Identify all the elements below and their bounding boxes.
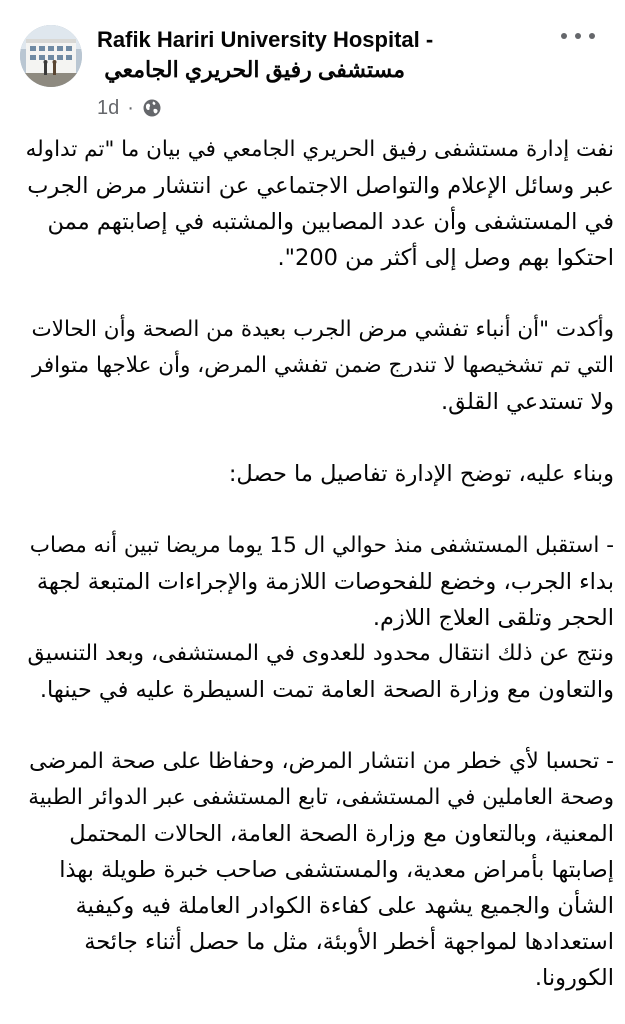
post-line: عبر وسائل الإعلام والتواصل الاجتماعي عن انتشار مرض الجرب	[27, 173, 614, 199]
post-line: - استقبل المستشفى منذ حوالي ال 15 يوما مريضا تبين أنه مصاب	[29, 533, 614, 558]
page-name[interactable]	[97, 25, 517, 85]
paragraph-gap	[20, 420, 614, 456]
post-timestamp[interactable]: 1d	[97, 96, 120, 119]
page-name-english[interactable]: Rafik Hariri University Hospital -	[97, 27, 434, 52]
post-line: والتعاون مع وزارة الصحة العامة تمت السيطرة عليه في حينها.	[39, 677, 614, 703]
post-line: وأكدت "أن أنباء تفشي مرض الجرب بعيدة من الصحة وأن الحالات	[31, 317, 614, 342]
post-header	[0, 0, 625, 125]
post-line: بداء الجرب، وخضع للفحوصات اللازمة والإجراءات المتبعة لجهة	[36, 569, 614, 595]
post-line: في المستشفى وأن عدد المصابين والمشتبه في إصابتهم ممن	[47, 209, 614, 235]
more-horizontal-icon-dot	[589, 33, 595, 39]
more-options-button[interactable]	[561, 26, 595, 46]
post-line: احتكوا بهم وصل إلى أكثر من 200".	[277, 245, 614, 271]
page-name-arabic[interactable]: مستشفى رفيق الحريري الجامعي	[104, 57, 405, 82]
post-line: المعنية، وبالتعاون مع وزارة الصحة العامة، الحالات المحتمل	[69, 821, 614, 847]
globe-icon[interactable]	[142, 98, 162, 118]
meta-separator: ·	[127, 96, 134, 119]
paragraph-gap	[20, 708, 614, 744]
paragraph-gap	[20, 492, 614, 528]
post-line: وبناء عليه، توضح الإدارة تفاصيل ما حصل:	[228, 461, 614, 487]
post-line: نفت إدارة مستشفى رفيق الحريري الجامعي في بيان ما "تم تداوله	[25, 137, 614, 162]
post-line: استعدادها لمواجهة أخطر الأوبئة، مثل ما حصل أثناء جائحة	[84, 929, 614, 955]
page-avatar[interactable]	[20, 25, 82, 87]
post-line: - تحسبا لأي خطر من انتشار المرض، وحفاظا على صحة المرضى	[29, 749, 614, 774]
paragraph-gap	[20, 276, 614, 312]
more-horizontal-icon-dot	[575, 33, 581, 39]
post-line: إصابتها بأمراض معدية، والمستشفى صاحب خبرة طويلة بهذا	[59, 857, 614, 883]
post-line: الشأن والجميع يشهد على كفاءة الكوادر العاملة فيه وكيفية	[75, 893, 614, 919]
post-line: الحجر وتلقى العلاج اللازم.	[372, 605, 614, 631]
more-horizontal-icon	[561, 33, 567, 39]
post-line: ولا تستدعي القلق.	[441, 389, 614, 415]
post-text	[20, 132, 614, 996]
post-line: وصحة العاملين في المستشفى، تابع المستشفى عبر الدوائر الطبية	[28, 785, 614, 810]
hospital-building-photo	[20, 25, 82, 87]
post-line: ونتج عن ذلك انتقال محدود للعدوى في المستشفى، وبعد التنسيق	[27, 641, 614, 666]
post-line: التي تم تشخيصها لا تندرج ضمن تفشي المرض، وأن علاجها متوافر	[31, 353, 614, 378]
post-line: الكورونا.	[534, 965, 614, 991]
post-meta	[97, 95, 162, 121]
